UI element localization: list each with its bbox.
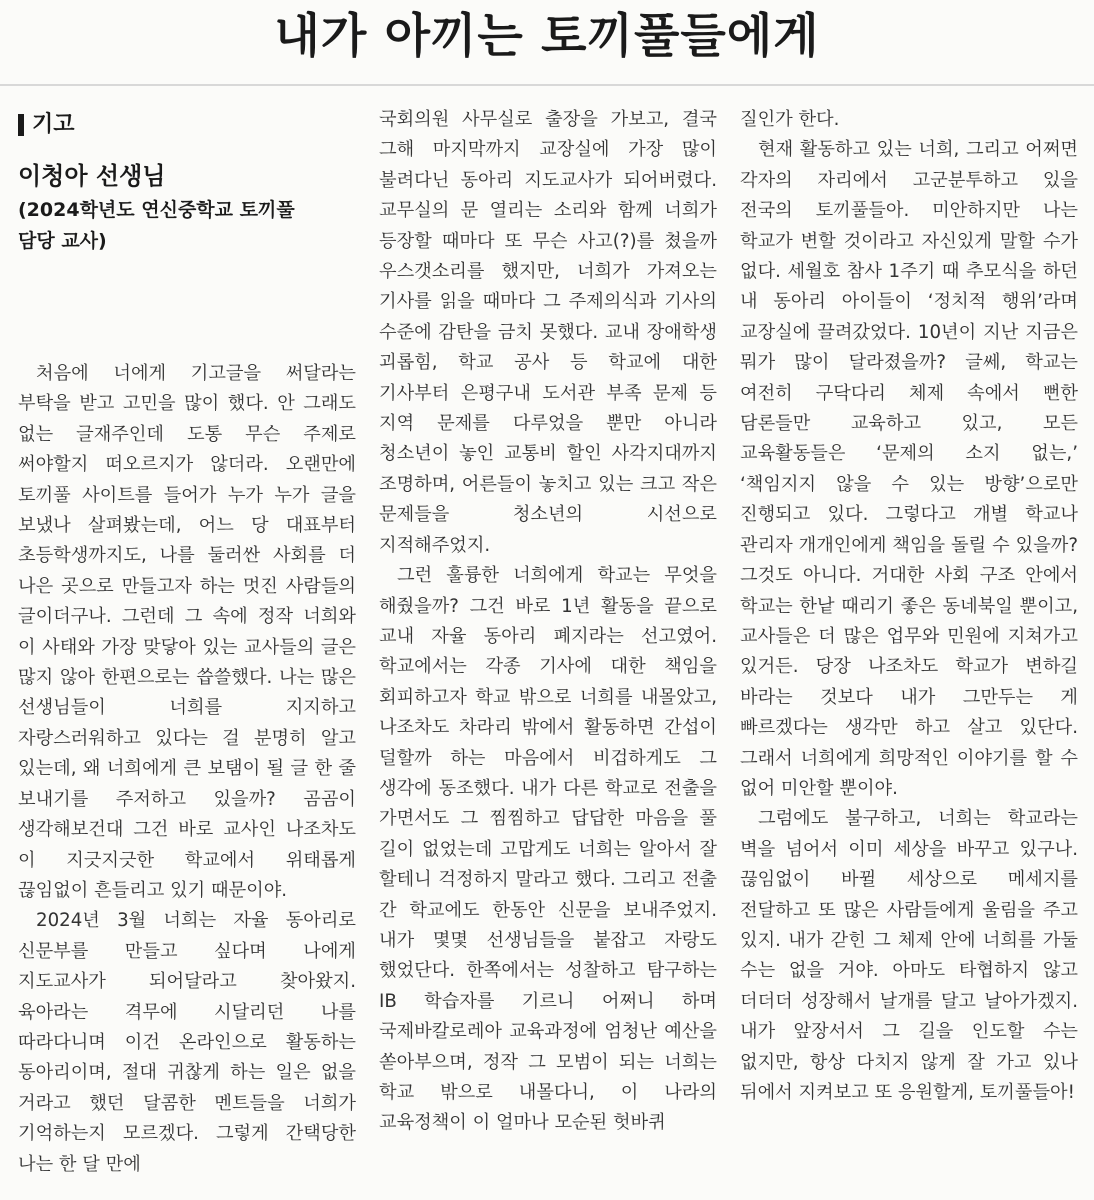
paragraph: 2024년 3월 너희는 자율 동아리로 신문부를 만들고 싶다며 나에게 지도교사가 되어달라고 찾아왔지. 육아라는 격무에 시달리던 나를 따라다니며 이건 온라인으로 활동하는 동아리이며, 절대 귀찮게 하는 일은 없을 거라고 했던 달콤한 멘트들을 너희가 기억하는지 모르겠다. 그렇게 간택당한 나는 한 달 만에 [18,910,356,1175]
paragraph: 국회의원 사무실로 출장을 가보고, 결국 그해 마지막까지 교장실에 가장 많이 불려다닌 동아리 지도교사가 되어버렸다. 교무실의 문 열리는 소리와 함께 너희가 등장할 때마다 또 무슨 사고(?)를 쳤을까 우스갯소리를 했지만, 너희가 가져오는 기사를 읽을 때마다 그 주제의식과 기사의 수준에 감탄을 금치 못했다. 교내 장애학생 괴롭힘, 학교 공사 등 학교에 대한 기사부터 은평구내 도서관 부족 문제 등 지역 문제를 다루었을 뿐만 아니라 청소년이 놓인 교통비 할인 사각지대까지 조명하며, 어른들이 놓치고 있는 크고 작은 문제들을 청소년의 시선으로 지적해주었지. [379,109,717,556]
paragraph: 질인가 한다. [740,109,840,130]
headline-divider [0,84,1094,86]
byline-spacer [18,255,356,359]
paragraph: 그럼에도 불구하고, 너희는 학교라는 벽을 넘어서 이미 세상을 바꾸고 있구나. 끊임없이 바뀔 세상으로 메세지를 전달하고 또 많은 사람들에게 울림을 주고 있지. 내가 갇힌 그 체제 안에 너희를 가둘 수는 없을 거야. 아마도 타협하지 않고 더더더 성장해서 날개를 달고 날아가겠지. 내가 앞장서서 그 길을 인도할 수는 없지만, 항상 다치지 않게 잘 가고 있나 뒤에서 지켜보고 또 응원할게, 토끼풀들아! [740,808,1078,1103]
author-role-line-2: 담당 교사) [18,230,107,252]
author-role-line-1: (2024학년도 연신중학교 토끼풀 [18,199,295,221]
author-name: 이청아 선생님 [18,162,166,190]
paragraph: 처음에 너에게 기고글을 써달라는 부탁을 받고 고민을 많이 했다. 안 그래도 없는 글재주인데 도통 무슨 주제로 써야할지 떠오르지가 않더라. 오랜만에 토끼풀 사이트를 들어가 누가 누가 글을 보냈나 살펴봤는데, 어느 당 대표부터 초등학생까지도, 나를 둘러싼 사회를 더 나은 곳으로 만들고자 하는 멋진 사람들의 글이더구나. 그런데 그 속에 정작 너희와 이 사태와 가장 맞닿아 있는 교사들의 글은 많지 않아 한편으로는 씁쓸했다. 나는 많은 선생님들이 너희를 지지하고 자랑스러워하고 있다는 걸 분명히 알고 있는데, 왜 너희에게 큰 보탬이 될 글 한 줄 보내기를 주저하고 있을까? 곰곰이 생각해보건대 그건 바로 교사인 나조차도 이 지긋지긋한 학교에서 위태롭게 끊임없이 흔들리고 있기 때문이야. [18,363,356,901]
paragraph: 현재 활동하고 있는 너희, 그리고 어쩌면 각자의 자리에서 고군분투하고 있을 전국의 토끼풀들아. 미안하지만 나는 학교가 변할 것이라고 자신있게 말할 수가 없다. 세월호 참사 1주기 때 추모식을 하던 내 동아리 아이들이 ‘정치적 행위’라며 교장실에 끌려갔었다. 10년이 지난 지금은 뭐가 많이 달라졌을까? 글쎄, 학교는 여전히 구닥다리 체제 속에서 뻔한 담론들만 교육하고 있고, 모든 교육활동들은 ‘문제의 소지 없는,’ ‘책임지지 않을 수 있는 방향’으로만 진행되고 있다. 그렇다고 개별 학교나 관리자 개개인에게 책임을 돌릴 수 있을까? 그것도 아니다. 거대한 사회 구조 안에서 학교는 한낱 때리기 좋은 동네북일 뿐이고, 교사들은 더 많은 업무와 민원에 지쳐가고 있거든. 당장 나조차도 학교가 변하길 바라는 것보다 내가 그만두는 게 빠르겠다는 생각만 하고 살고 있단다. 그래서 너희에게 희망적인 이야기를 할 수 없어 미안할 뿐이야. [740,139,1078,799]
article-column-2 [379,105,717,1139]
section-marker-icon [18,114,24,136]
paragraph: 그런 훌륭한 너희에게 학교는 무엇을 해줬을까? 그건 바로 1년 활동을 끝으로 교내 자율 동아리 폐지라는 선고였어. 학교에서는 각종 기사에 대한 책임을 회피하고자 학교 밖으로 너희를 내몰았고, 나조차도 차라리 밖에서 활동하면 간섭이 덜할까 하는 마음에서 비겁하게도 그 생각에 동조했다. 내가 다른 학교로 전출을 가면서도 그 찜찜하고 답답한 마음을 풀 길이 없었는데 고맙게도 너희는 알아서 잘 할테니 걱정하지 말라고 했다. 그리고 전출 간 학교에도 한동안 신문을 보내주었지. 내가 몇몇 선생님들을 붙잡고 자랑도 했었단다. 한쪽에서는 성찰하고 탐구하는 IB 학습자를 기르니 어쩌니 하며 국제바칼로레아 교육과정에 엄청난 예산을 쏟아부으며, 정작 그 모범이 되는 너희는 학교 밖으로 내몰다니, 이 나라의 교육정책이 이 얼마나 모순된 헛바퀴 [379,565,717,1134]
section-label-text: 기고 [32,112,75,137]
headline: 내가 아끼는 토끼풀들에게 [274,9,820,64]
article-column-1 [18,105,356,1180]
section-label [18,103,356,147]
article-column-3 [740,105,1078,1108]
